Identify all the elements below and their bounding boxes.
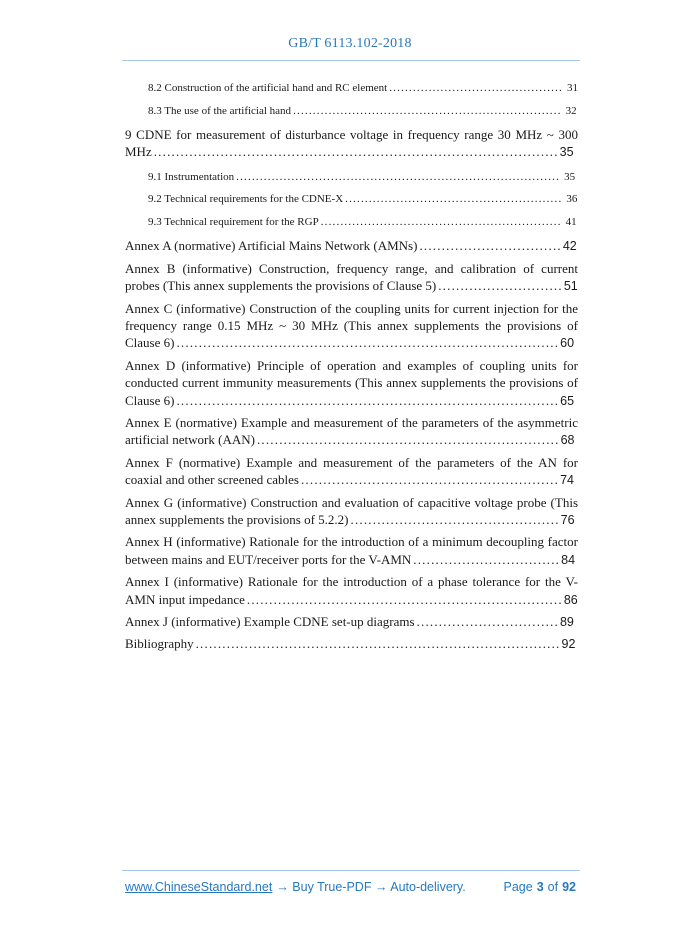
toc-dot-leader: ............................................... [350,512,560,527]
toc-page-number: 74 [560,473,574,488]
toc-page-number: 31 [567,82,579,94]
toc-entry-title: Annex D (informative) Principle of operation and examples of coupling units for conducted current immunity measurements (This annex supplements the provisions of Clause 6) [125,357,578,408]
page-label: Page [503,880,533,894]
footer-divider [122,870,580,871]
footer-tagline [125,880,466,894]
toc-dot-leader: .................................................................... [293,104,562,117]
toc-page-number: 60 [560,336,575,351]
toc-entry-title: Bibliography [125,636,194,652]
toc-entry-title: Annex C (informative) Construction of the coupling units for current injection for the frequency range 0.15 MHz ~ 30 MHz (This annex supplements the provisions of Clause 6) [125,300,578,351]
toc-entry-title: 9.2 Technical requirements for the CDNE-X [148,193,344,206]
toc-entry[interactable] [125,237,578,255]
page-total: 92 [562,880,576,894]
toc-entry[interactable] [125,454,578,490]
toc-dot-leader: ...................................................................................... [176,335,560,351]
toc-entry-title: Annex I (informative) Rationale for the introduction of a phase tolerance for the V-AMN input impedance [125,574,578,607]
toc-page-number: 68 [560,433,575,448]
toc-entry[interactable] [125,573,578,609]
toc-entry[interactable] [125,494,578,530]
toc-dot-leader: .......................................................... [300,472,560,488]
page-current: 3 [536,880,544,894]
header-divider [122,60,580,61]
toc-dot-leader: ...................................................................................... [176,392,560,408]
toc-dot-leader: ................................. [413,551,561,567]
toc-entry-title: Annex G (informative) Construction and evaluation of capacitive voltage probe (This annex supplements the provisions of 5.2.2) [125,494,578,527]
toc-page-number: 92 [561,637,576,652]
toc-entry[interactable] [125,126,578,162]
site-link[interactable]: www.ChineseStandard.net [125,880,273,894]
toc-entry-title: Annex J (informative) Example CDNE set-up diagrams [125,614,415,630]
toc-entry[interactable] [125,357,578,410]
toc-entry[interactable] [125,100,578,123]
toc-page-number: 41 [565,215,577,228]
toc-entry[interactable] [125,77,578,100]
toc-page-number: 65 [560,393,575,408]
toc-page-number: 86 [563,592,578,607]
toc-entry[interactable] [125,613,578,631]
toc-page-number: 32 [565,104,577,117]
toc-entry-title: Annex F (normative) Example and measurement of the parameters of the AN for coaxial and other screened cables [125,454,578,488]
page-footer [0,870,700,894]
toc-dot-leader: ....................................................................... [246,591,563,607]
toc-dot-leader: .................................................................... [256,432,560,448]
toc-entry[interactable] [125,188,578,211]
toc-page-number: 36 [566,193,578,206]
toc-dot-leader: ........................................................................................... [153,144,559,160]
toc-entry-title: Annex A (normative) Artificial Mains Network (AMNs) [125,238,418,254]
toc-page-number: 51 [563,279,578,294]
toc-entry-title: Annex B (informative) Construction, frequency range, and calibration of current probes (This annex supplements the provisions of Clause 5) [125,260,578,294]
footer-buy-text: → Buy True-PDF → Auto-delivery. [276,880,466,894]
toc-entry-title: Annex E (normative) Example and measurement of the parameters of the asymmetric artificial network (AAN) [125,414,578,448]
toc-dot-leader: .................................................................................. [195,636,561,652]
toc-dot-leader: ................................ [416,614,559,630]
toc-dot-leader: ............................................ [389,82,564,94]
toc-entry[interactable] [125,533,578,569]
toc-entry-title: 9.1 Instrumentation [148,170,235,183]
toc-page-number: 42 [562,239,577,254]
toc-dot-leader: ................................ [419,238,562,254]
toc-page-number: 76 [560,513,575,527]
toc-entry[interactable] [125,414,578,450]
toc-entry[interactable] [125,211,578,234]
toc-entry-title: Annex H (informative) Rationale for the introduction of a minimum decoupling factor between mains and EUT/receiver ports for the V-AMN [125,534,578,567]
table-of-contents [125,77,578,654]
toc-entry-title: 8.2 Construction of the artificial hand and RC element [148,82,388,94]
of-label: of [547,880,559,894]
toc-dot-leader: .................................................................................. [236,170,561,183]
toc-page-number: 84 [561,552,576,567]
toc-page-number: 35 [559,145,574,160]
toc-page-number: 35 [564,170,576,183]
doc-number: GB/T 6113.102-2018 [288,36,412,51]
toc-entry-title: 9 CDNE for measurement of disturbance voltage in frequency range 30 MHz ~ 300 MHz [125,127,578,160]
toc-entry-title: 9.3 Technical requirement for the RGP [148,215,319,228]
toc-entry-title: 8.3 The use of the artificial hand [148,104,292,117]
toc-entry[interactable] [125,635,578,653]
page-indicator [502,880,579,894]
toc-dot-leader: ............................................................. [320,215,562,228]
toc-entry[interactable] [125,260,578,296]
toc-entry[interactable] [125,300,578,353]
toc-dot-leader: ....................................................... [345,193,563,206]
toc-page-number: 89 [559,615,574,630]
toc-dot-leader: ............................ [438,278,563,294]
toc-entry[interactable] [125,166,578,189]
